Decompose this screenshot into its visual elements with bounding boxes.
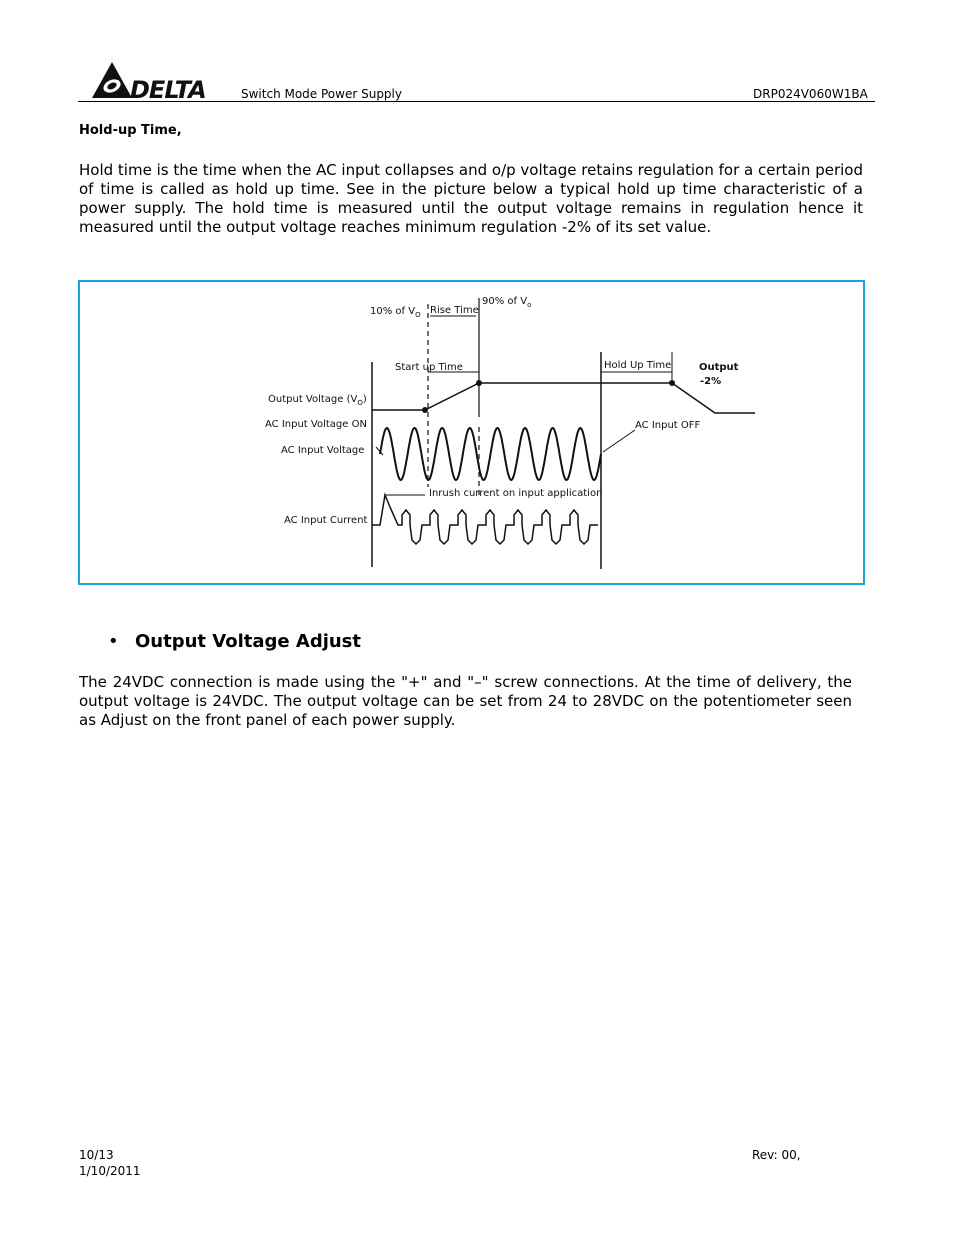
adjust-title: Output Voltage Adjust bbox=[135, 631, 362, 652]
header-model: DRP024V060W1BA bbox=[753, 87, 868, 101]
label-start-up-time: Start up Time bbox=[395, 362, 463, 373]
label-ac-input-on: AC Input Voltage ON bbox=[265, 419, 367, 430]
footer-date: 1/10/2011 bbox=[79, 1164, 141, 1178]
label-hold-up-time: Hold Up Time bbox=[604, 360, 672, 371]
hold-up-time-diagram bbox=[80, 282, 863, 583]
header-title: Switch Mode Power Supply bbox=[241, 87, 402, 101]
label-ac-input-voltage: AC Input Voltage bbox=[281, 445, 365, 456]
footer-page: 10/13 bbox=[79, 1148, 114, 1162]
brand-wordmark: DELTA bbox=[130, 76, 206, 100]
adjust-paragraph: The 24VDC connection is made using the "+" and "–" screw connections. At the time of delivery, the output voltage is 24VDC. The output voltage can be set from 24 to 28VDC on the potentiometer seen as Adjust on the front panel of each power supply. bbox=[79, 673, 852, 729]
label-minus2: -2% bbox=[700, 376, 722, 387]
bullet-point: • bbox=[108, 631, 119, 652]
delta-logo bbox=[90, 60, 210, 100]
label-ac-input-current: AC Input Current bbox=[284, 515, 368, 526]
label-90pct: 90% of $V_o$ bbox=[482, 296, 532, 309]
label-10pct: 10% of $V_O$ bbox=[370, 306, 421, 319]
footer-rev: Rev: 00, bbox=[752, 1148, 801, 1162]
label-rise-time: Rise Time bbox=[430, 305, 479, 316]
section-title: Hold-up Time, bbox=[79, 123, 182, 138]
label-output: Output bbox=[699, 362, 739, 373]
header-divider bbox=[78, 101, 875, 102]
label-inrush: Inrush current on input application bbox=[429, 488, 603, 499]
hold-up-paragraph: Hold time is the time when the AC input collapses and o/p voltage retains regulation for a certain period of time is called as hold up time. See in the picture below a typical hold up time characteristic of a power supply. The hold time is measured until the output voltage remains in regulation hence it measured until the output voltage reaches minimum regulation -2% of its set value. bbox=[79, 161, 863, 236]
label-output-voltage: Output Voltage $(V_O)$ bbox=[268, 394, 367, 407]
label-ac-input-off: AC Input OFF bbox=[635, 420, 701, 431]
